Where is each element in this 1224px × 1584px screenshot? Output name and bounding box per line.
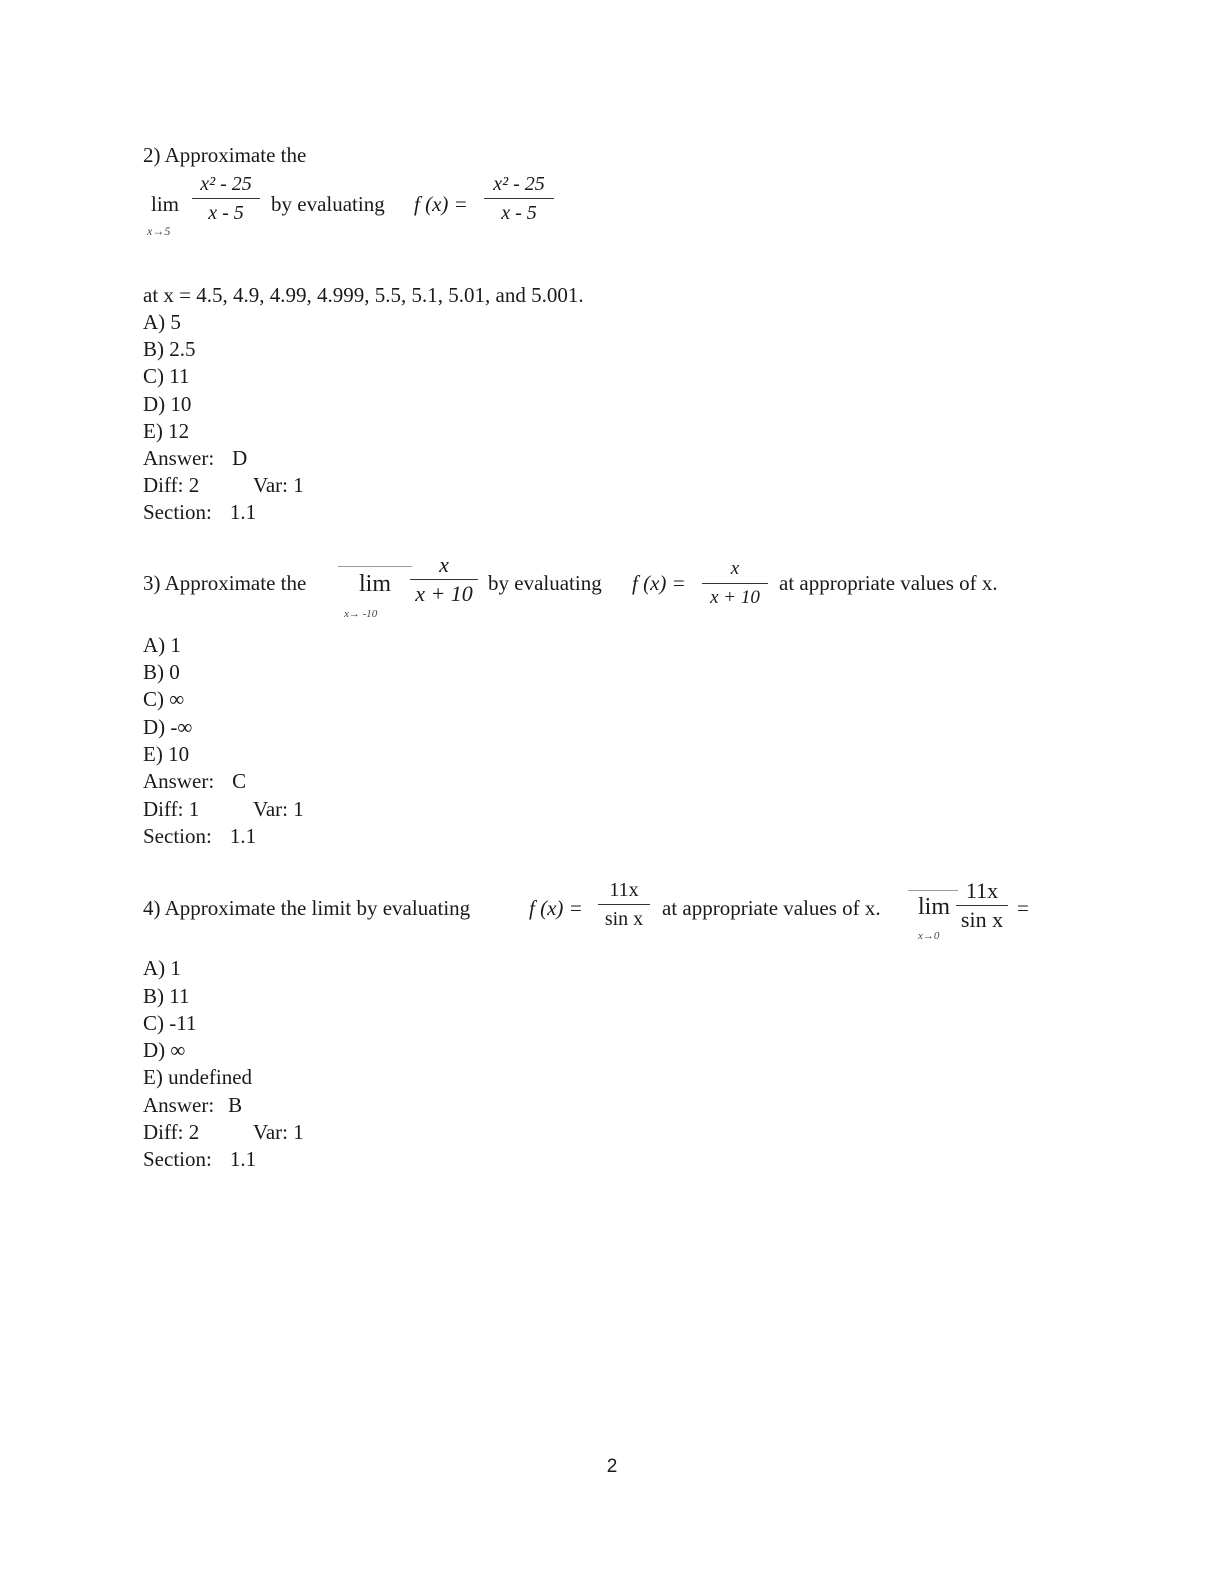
question-prompt: 2) Approximate the: [143, 143, 307, 167]
answer-label: Answer:: [143, 769, 215, 793]
section-value: 1.1: [229, 824, 257, 848]
image-edge: [338, 566, 412, 567]
function-fraction: [484, 172, 554, 225]
fraction-denominator: x + 10: [415, 581, 473, 606]
diff-label: Diff: 2: [143, 473, 200, 497]
fraction-denominator: x + 10: [710, 587, 760, 608]
function-label: f (x) =: [529, 896, 583, 920]
lim-subscript: x→5: [147, 224, 171, 238]
option-a: A) 1: [143, 633, 181, 657]
question-middle-text: at appropriate values of x.: [662, 896, 881, 920]
section-label: Section:: [143, 500, 212, 524]
answer-line: [143, 1092, 242, 1119]
fraction-denominator: x - 5: [208, 202, 244, 224]
question-middle-text: by evaluating: [488, 571, 602, 595]
section-line: [143, 1146, 256, 1173]
lim-operator: lim: [918, 894, 951, 920]
limit-fraction: [956, 879, 1008, 932]
fraction-numerator: 11x: [965, 878, 999, 903]
question-middle-text: by evaluating: [271, 192, 385, 216]
option-d: D) ∞: [143, 1038, 186, 1062]
fraction-numerator: x: [730, 558, 740, 579]
section-label: Section:: [143, 824, 212, 848]
fraction-denominator: sin x: [604, 908, 644, 930]
answer-line: [143, 445, 247, 472]
question-prompt: 3) Approximate the: [143, 571, 307, 595]
fraction-bar: [410, 579, 478, 580]
question-prompt: 4) Approximate the limit by evaluating: [143, 896, 471, 920]
page-number: 2: [606, 1456, 618, 1477]
option-a: A) 1: [143, 956, 181, 980]
fraction-denominator: sin x: [960, 907, 1004, 932]
answer-value: D: [232, 446, 248, 470]
fraction-bar: [192, 198, 260, 199]
question-after-text: at x = 4.5, 4.9, 4.99, 4.999, 5.5, 5.1, 5.01, and 5.001.: [143, 283, 584, 307]
diff-label: Diff: 2: [143, 1120, 200, 1144]
lim-subscript: x→ -10: [344, 608, 378, 620]
option-b: B) 11: [143, 984, 190, 1008]
option-a: A) 5: [143, 310, 181, 334]
answer-label: Answer:: [143, 1093, 215, 1117]
fraction-bar: [484, 198, 554, 199]
lim-subscript: x→0: [918, 930, 940, 942]
fraction-bar: [702, 583, 768, 584]
function-label: f (x) =: [632, 571, 686, 595]
answer-label: Answer:: [143, 446, 215, 470]
image-edge: [908, 890, 958, 891]
var-label: Var: 1: [253, 1120, 304, 1144]
var-label: Var: 1: [253, 797, 304, 821]
option-e: E) 10: [143, 742, 190, 766]
diff-line: [143, 472, 304, 499]
lim-operator: lim: [359, 571, 392, 597]
fraction-numerator: 11x: [609, 879, 639, 901]
var-label: Var: 1: [253, 473, 304, 497]
function-fraction: [598, 878, 650, 931]
option-e: E) 12: [143, 419, 190, 443]
section-line: [143, 499, 256, 526]
function-label: f (x) =: [414, 192, 468, 216]
fraction-numerator: x² - 25: [200, 173, 252, 195]
fraction-numerator: x: [439, 552, 449, 577]
answer-value: B: [228, 1093, 243, 1117]
fraction-numerator: x² - 25: [493, 173, 545, 195]
function-fraction: [702, 557, 768, 610]
section-label: Section:: [143, 1147, 212, 1171]
option-d: D) 10: [143, 392, 192, 416]
equals-sign: =: [1017, 896, 1029, 920]
fraction-bar: [956, 905, 1008, 906]
fraction-denominator: x - 5: [501, 202, 537, 224]
question-after-text: at appropriate values of x.: [779, 571, 998, 595]
lim-operator: lim: [151, 192, 180, 216]
option-c: C) -11: [143, 1011, 197, 1035]
fraction-bar: [598, 904, 650, 905]
diff-label: Diff: 1: [143, 797, 200, 821]
option-d: D) -∞: [143, 715, 193, 739]
option-c: C) 11: [143, 364, 190, 388]
diff-line: [143, 796, 304, 823]
limit-fraction: [192, 172, 260, 225]
answer-value: C: [232, 769, 247, 793]
answer-line: [143, 768, 246, 795]
limit-fraction: [410, 553, 478, 606]
section-value: 1.1: [229, 500, 257, 524]
section-line: [143, 823, 256, 850]
diff-line: [143, 1119, 304, 1146]
section-value: 1.1: [229, 1147, 257, 1171]
option-e: E) undefined: [143, 1065, 253, 1089]
option-c: C) ∞: [143, 687, 185, 711]
option-b: B) 0: [143, 660, 180, 684]
option-b: B) 2.5: [143, 337, 196, 361]
